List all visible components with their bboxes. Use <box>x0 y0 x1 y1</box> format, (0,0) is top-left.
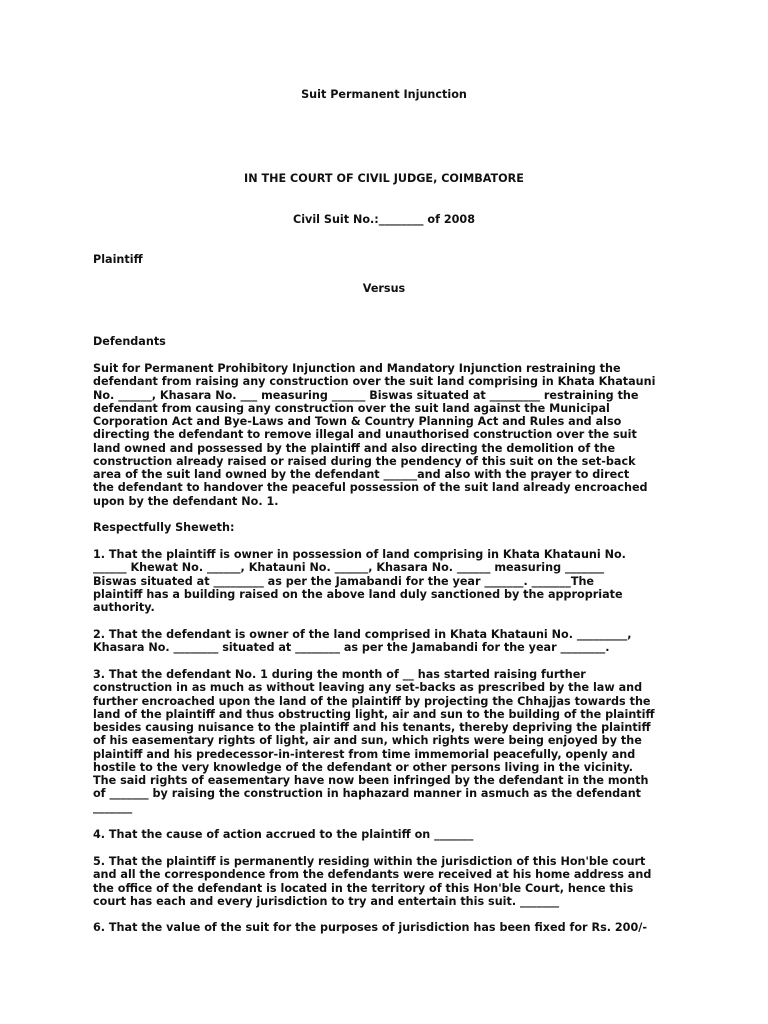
paragraph-6 <box>93 921 683 934</box>
paragraph-2 <box>93 628 683 655</box>
paragraph-line: 5. That the plaintiff is permanently residing within the jurisdiction of this Hon'ble court <box>93 855 646 868</box>
paragraph-1 <box>93 548 683 614</box>
paragraph-3 <box>93 668 683 814</box>
paragraph-line: the defendant to handover the peaceful possession of the suit land already encroached <box>93 481 648 495</box>
paragraph-line: Corporation Act and Bye-Laws and Town & Country Planning Act and Rules and also <box>93 415 622 428</box>
paragraph-line: 3. That the defendant No. 1 during the month of __ has started raising further <box>93 668 586 681</box>
paragraph-line: 1. That the plaintiff is owner in possession of land comprising in Khata Khatauni No. <box>93 548 626 561</box>
paragraph-line: Suit for Permanent Prohibitory Injunction and Mandatory Injunction restraining the <box>93 362 621 375</box>
paragraph-line: and all the correspondence from the defendants were received at his home address and <box>93 868 652 882</box>
paragraph-line: Biswas situated at _________ as per the Jamabandi for the year _______. _______The <box>93 574 595 588</box>
paragraph-line: of _______ by raising the construction in haphazard manner in asmuch as the defendant <box>93 787 642 801</box>
civil-suit-number: Civil Suit No.:________ of 2008 <box>292 213 475 226</box>
paragraph-line: upon by the defendant No. 1. <box>93 494 279 508</box>
paragraph-line: plaintiff has a building raised on the above land duly sanctioned by the appropriate <box>93 587 623 601</box>
paragraph-line: defendant from raising any construction over the suit land comprising in Khata Khatauni <box>93 375 656 389</box>
paragraph-line: 4. That the cause of action accrued to the plaintiff on _______ <box>93 828 474 841</box>
paragraph-line: directing the defendant to remove illegal and unauthorised construction over the suit <box>93 428 637 442</box>
versus-label: Versus <box>362 282 406 295</box>
court-heading: IN THE COURT OF CIVIL JUDGE, COIMBATORE <box>244 172 524 185</box>
paragraph-line: the office of the defendant is located in the territory of this Hon'ble Court, hence this <box>93 881 634 895</box>
paragraph-line: construction already raised or raised during the pendency of this suit on the set-back <box>93 454 636 468</box>
paragraph-line: ______ Khewat No. ______, Khatauni No. ______, Khasara No. ______ measuring _______ <box>93 561 605 575</box>
paragraph-line: hostile to the very knowledge of the defendant or other persons living in the vicinity. <box>93 760 633 774</box>
paragraph-line: land of the plaintiff and thus obstructing light, air and sun to the building of the plaintiff <box>93 707 655 721</box>
paragraph-line: 2. That the defendant is owner of the land comprised in Khata Khatauni No. _________, <box>93 628 632 641</box>
paragraph-line: authority. <box>93 601 155 614</box>
paragraph-5 <box>93 855 683 908</box>
paragraph-line: plaintiff and his predecessor-in-interest from time immemorial peacefully, openly and <box>93 747 636 761</box>
respectfully-sheweth: Respectfully Sheweth: <box>93 521 235 534</box>
paragraph-line: area of the suit land owned by the defendant ______and also with the prayer to direct <box>93 468 630 481</box>
paragraph-line: 6. That the value of the suit for the purposes of jurisdiction has been fixed for Rs. 200/- <box>93 921 647 934</box>
paragraph-line: defendant from causing any construction over the suit land against the Municipal <box>93 401 610 415</box>
paragraph-line: No. ______, Khasara No. ___ measuring ______ Biswas situated at _________ restraining the <box>93 388 639 402</box>
prayer-paragraph <box>93 362 683 508</box>
plaintiff-label: Plaintiff <box>93 253 143 266</box>
paragraph-line: land owned and possessed by the plaintiff and also directing the demolition of the <box>93 441 616 455</box>
document-title: Suit Permanent Injunction <box>301 88 467 101</box>
paragraph-line: further encroached upon the land of the plaintiff by projecting the Chhajjas towards the <box>93 694 651 708</box>
paragraph-line: The said rights of easementary have now been infringed by the defendant in the month <box>93 774 649 787</box>
defendants-label: Defendants <box>93 335 166 348</box>
paragraph-4 <box>93 828 683 841</box>
paragraph-line: court has each and every jurisdiction to try and entertain this suit. _______ <box>93 894 560 908</box>
paragraph-line: construction in as much as without leaving any set-backs as prescribed by the law and <box>93 681 643 695</box>
paragraph-line: _______ <box>93 800 133 814</box>
paragraph-line: of his easementary rights of light, air and sun, which rights were being enjoyed by the <box>93 734 642 748</box>
paragraph-line: Khasara No. ________ situated at ________ as per the Jamabandi for the year ________. <box>93 641 610 655</box>
paragraph-line: besides causing nuisance to the plaintiff and his tenants, thereby depriving the plaintiff <box>93 721 651 734</box>
